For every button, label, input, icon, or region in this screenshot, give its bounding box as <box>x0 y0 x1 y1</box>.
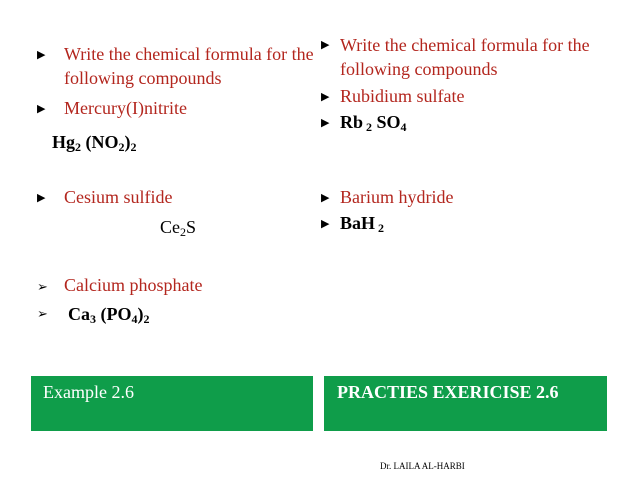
left-q1-name: Mercury(I)nitrite <box>64 98 187 118</box>
practice-label-box <box>324 376 607 431</box>
example-label-box <box>31 376 313 431</box>
triangle-bullet-icon: ▶ <box>37 103 46 115</box>
practice-label: PRACTIES EXERICISE 2.6 <box>337 382 559 402</box>
footer-author: Dr. LAILA AL-HARBI <box>380 461 465 471</box>
right-q2-name: Barium hydride <box>340 187 454 207</box>
example-label: Example 2.6 <box>43 382 134 402</box>
left-q3-name: Calcium phosphate <box>64 275 203 295</box>
left-q2-name: Cesium sulfide <box>64 187 173 207</box>
triangle-bullet-icon: ▶ <box>321 39 330 51</box>
right-intro: Write the chemical formula for the following compounds <box>340 35 590 79</box>
triangle-bullet-icon: ▶ <box>321 91 330 103</box>
right-q1-name: Rubidium sulfate <box>340 86 465 106</box>
triangle-bullet-icon: ▶ <box>321 192 330 204</box>
right-q1-formula: Rb $_2$ $SO_4$ <box>340 112 407 134</box>
triangle-bullet-icon: ▶ <box>321 218 330 230</box>
left-q2-formula: $Ce_2S$ <box>160 217 197 239</box>
chevron-bullet-icon: ➢ <box>37 306 48 321</box>
left-intro: Write the chemical formula for the following compounds <box>64 44 314 88</box>
triangle-bullet-icon: ▶ <box>321 117 330 129</box>
triangle-bullet-icon: ▶ <box>37 192 46 204</box>
left-q3-formula: $Ca_3$ $(PO_4)_2$ <box>68 304 150 326</box>
left-q1-formula: $Hg_2$ $(NO_2)_2$ <box>52 132 137 154</box>
right-q2-formula: BaH $_2$ <box>340 213 385 235</box>
triangle-bullet-icon: ▶ <box>37 49 46 61</box>
chevron-bullet-icon: ➢ <box>37 279 48 294</box>
